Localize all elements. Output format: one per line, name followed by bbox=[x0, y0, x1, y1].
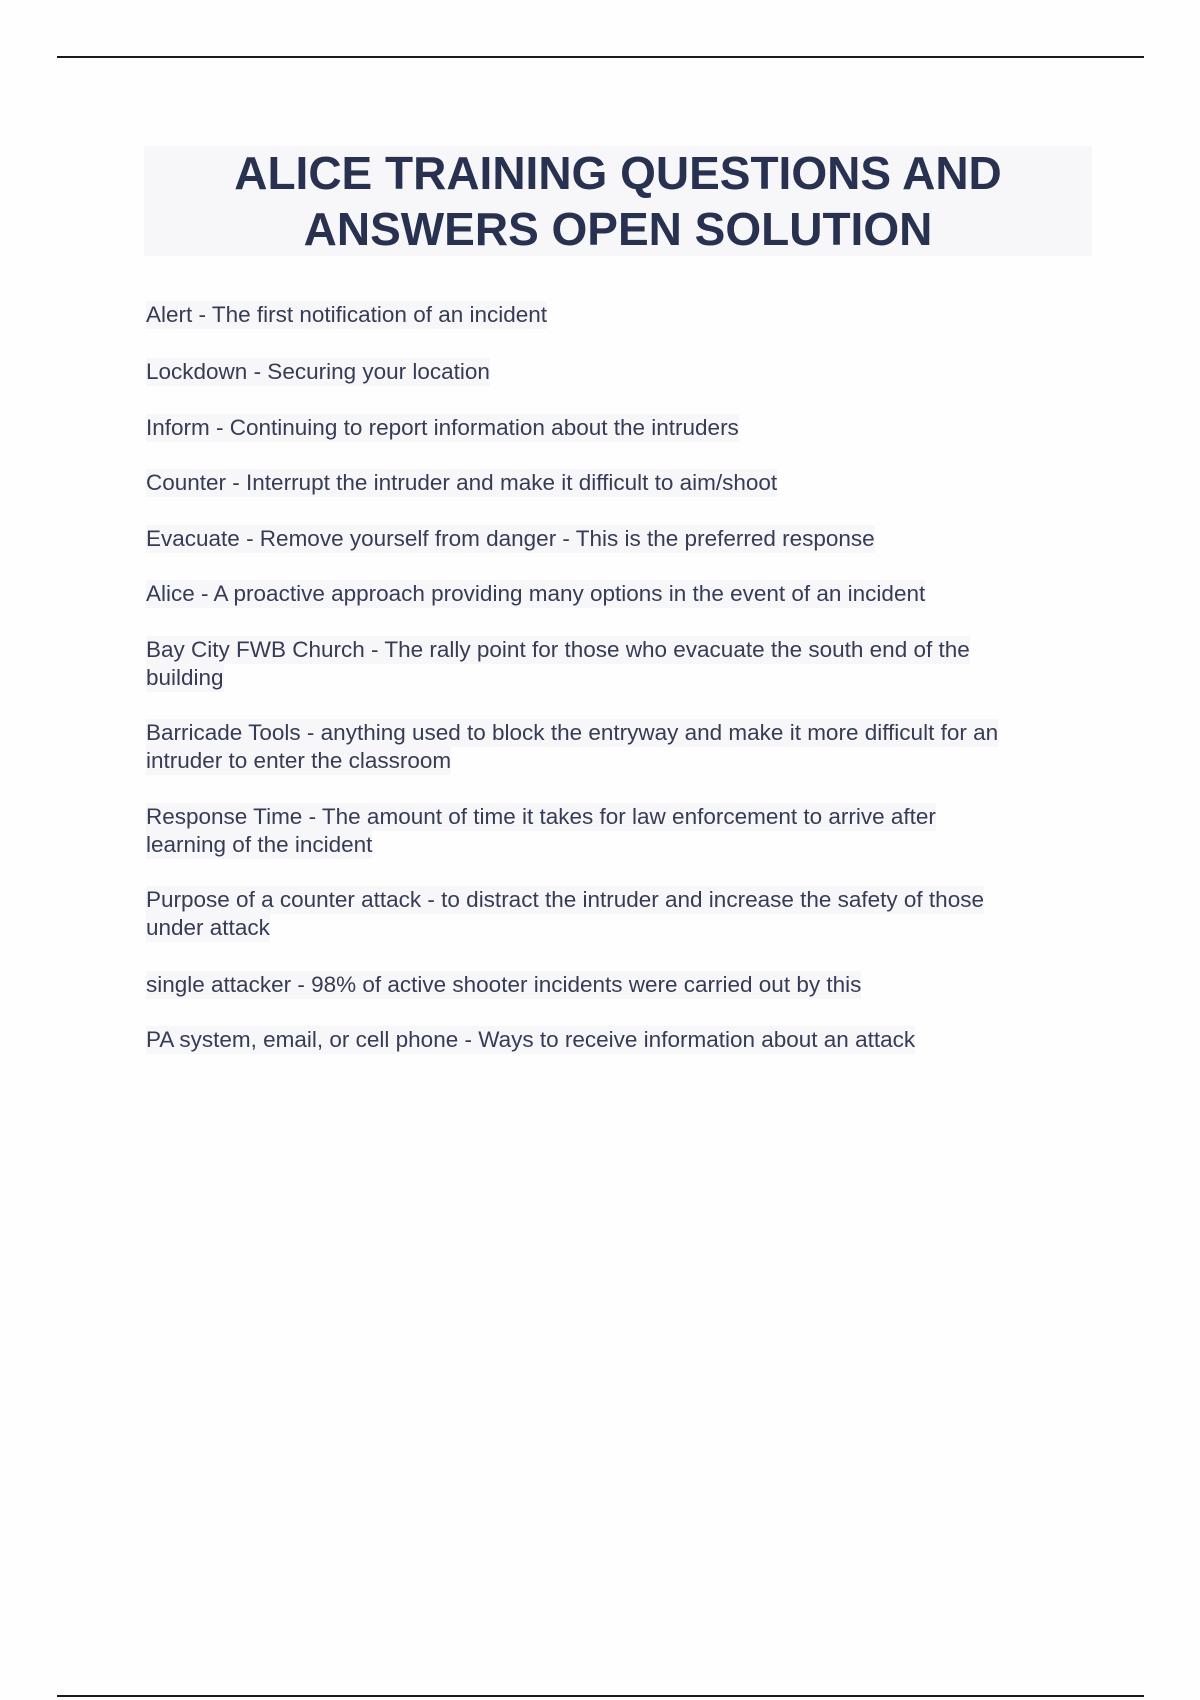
top-rule bbox=[57, 56, 1144, 58]
title-line-2: ANSWERS OPEN SOLUTION bbox=[303, 203, 933, 255]
qa-entry-communication bbox=[146, 1026, 915, 1054]
entry-text-line-1: Purpose of a counter attack - to distract the intruder and increase the safety of those bbox=[146, 887, 984, 912]
qa-entry-lockdown bbox=[146, 358, 490, 386]
title-block bbox=[144, 146, 1092, 256]
qa-entry-counter bbox=[146, 469, 777, 497]
entry-text-line-1: Bay City FWB Church - The rally point for those who evacuate the south end of the bbox=[146, 637, 970, 662]
title-line-1: ALICE TRAINING QUESTIONS AND bbox=[234, 147, 1002, 199]
entry-text: Evacuate - Remove yourself from danger - This is the preferred response bbox=[146, 526, 875, 551]
qa-entry-alice bbox=[146, 580, 925, 608]
entry-text: Alice - A proactive approach providing many options in the event of an incident bbox=[146, 581, 926, 606]
entry-text: single attacker - 98% of active shooter incidents were carried out by this bbox=[146, 972, 862, 997]
entry-text-line-2: building bbox=[146, 665, 224, 690]
entry-text: PA system, email, or cell phone - Ways to receive information about an attack bbox=[146, 1027, 916, 1052]
qa-entry-response-time bbox=[146, 803, 936, 859]
entry-text: Inform - Continuing to report information about the intruders bbox=[146, 415, 739, 440]
entry-text: Counter - Interrupt the intruder and make it difficult to aim/shoot bbox=[146, 470, 778, 495]
qa-entry-rally-point bbox=[146, 636, 970, 692]
entry-text-line-1: Barricade Tools - anything used to block the entryway and make it more difficult for an bbox=[146, 720, 999, 745]
entry-text: Alert - The first notification of an incident bbox=[146, 302, 548, 327]
document-title bbox=[234, 145, 1002, 257]
qa-entry-counter-attack-purpose bbox=[146, 886, 984, 942]
entry-text-line-2: intruder to enter the classroom bbox=[146, 748, 452, 773]
qa-entry-alert bbox=[146, 301, 547, 329]
entry-text: Lockdown - Securing your location bbox=[146, 359, 490, 384]
qa-entry-barricade-tools bbox=[146, 719, 998, 775]
qa-entry-single-attacker bbox=[146, 971, 861, 999]
qa-entry-evacuate bbox=[146, 525, 875, 553]
entry-text-line-2: under attack bbox=[146, 915, 270, 940]
bottom-rule bbox=[57, 1695, 1144, 1697]
qa-entry-inform bbox=[146, 414, 739, 442]
entry-text-line-2: learning of the incident bbox=[146, 832, 373, 857]
entry-text-line-1: Response Time - The amount of time it takes for law enforcement to arrive after bbox=[146, 804, 936, 829]
